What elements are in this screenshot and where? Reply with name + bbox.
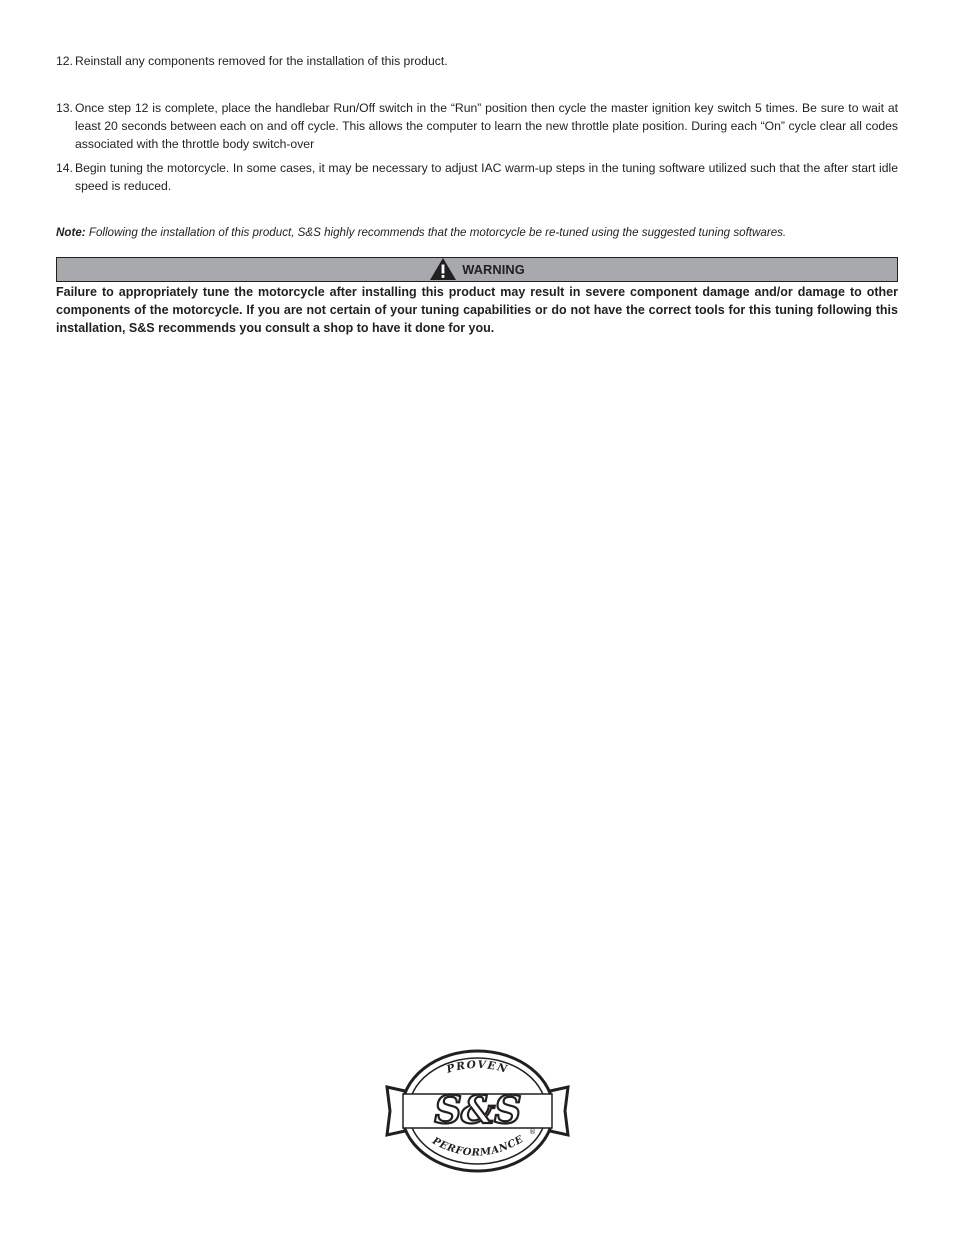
warning-banner bbox=[56, 257, 898, 282]
warning-text: Failure to appropriately tune the motorcycle after installing this product may result in severe component damage and/or damage to other components of the motorcycle. If you are not certain of your tuning capabilities or do not have the correct tools for this tuning following this installation, S&S recommends you consult a shop to have it done for you. bbox=[56, 285, 898, 335]
logo-brand: S&S bbox=[434, 1087, 521, 1132]
logo-bottom-text: PERFORMANCE bbox=[430, 1133, 526, 1159]
tuning-note bbox=[56, 224, 898, 242]
note-text: Following the installation of this product, S&S highly recommends that the motorcycle be re-tuned using the suggested tuning softwares. bbox=[88, 226, 787, 239]
step-text: Once step 12 is complete, place the handlebar Run/Off switch in the “Run” position then cycle the master ignition key switch 5 times. Be sure to wait at least 20 seconds between each on and off cycle. This allows the computer to learn the new throttle plate position. During each “On” cycle clear all codes associated with the throttle body switch-over bbox=[75, 101, 898, 151]
step-12 bbox=[56, 52, 898, 70]
step-number: 12. bbox=[56, 54, 73, 68]
step-number: 13. bbox=[56, 101, 73, 115]
instructions-page bbox=[56, 52, 898, 337]
step-14 bbox=[56, 159, 898, 195]
warning-label: WARNING bbox=[462, 262, 525, 277]
step-13 bbox=[56, 99, 898, 153]
step-text: Begin tuning the motorcycle. In some cases, it may be necessary to adjust IAC warm-up steps in the tuning software utilized such that the after start idle speed is reduced. bbox=[75, 161, 898, 193]
step-text: Reinstall any components removed for the installation of this product. bbox=[75, 54, 448, 68]
registered-mark: ® bbox=[529, 1128, 536, 1136]
logo-top-text: PROVEN bbox=[445, 1058, 510, 1076]
warning-triangle-icon bbox=[429, 257, 457, 281]
note-label: Note: bbox=[56, 226, 86, 239]
step-number: 14. bbox=[56, 161, 73, 175]
ss-proven-performance-logo bbox=[385, 1049, 570, 1174]
